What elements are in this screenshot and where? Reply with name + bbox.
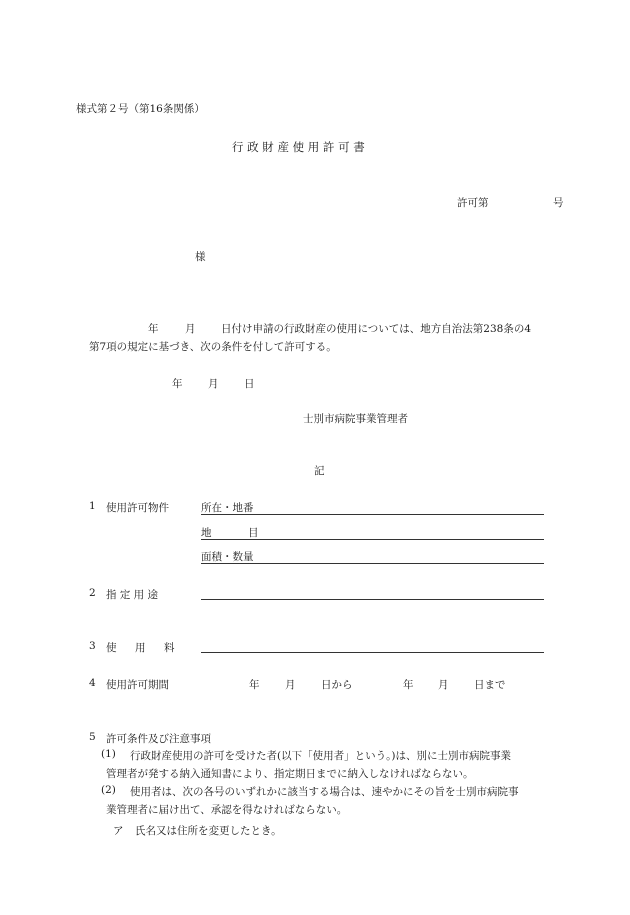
subitem-a-text: 氏名又は住所を変更したとき。 xyxy=(135,825,282,837)
condition2-line2: 業管理者に届け出て、承認を得なければならない。 xyxy=(106,804,348,816)
item2-label: 指 定 用 途 xyxy=(106,589,159,601)
item1-sub-category-a: 地 xyxy=(201,527,212,539)
item4-to-year: 年 xyxy=(403,679,414,691)
item2-number: 2 xyxy=(89,587,96,599)
addressee-suffix: 様 xyxy=(195,251,206,263)
item3-line xyxy=(201,652,544,653)
item1-area-line xyxy=(201,563,544,564)
condition1-line2: 管理者が発する納入通知書により、指定期日までに納入しなければならない。 xyxy=(106,768,474,780)
item5-number: 5 xyxy=(89,731,96,743)
condition2-number: (2) xyxy=(101,784,116,796)
intro-year: 年 xyxy=(148,323,159,335)
intro-line1: 日付け申請の行政財産の使用については、地方自治法第238条の4 xyxy=(221,323,532,335)
item4-number: 4 xyxy=(89,677,96,689)
item4-from-month: 月 xyxy=(285,679,296,691)
item3-label-b: 用 xyxy=(135,642,146,654)
issue-year: 年 xyxy=(172,378,183,390)
intro-line2: 第7項の規定に基づき、次の条件を付して許可する。 xyxy=(89,341,337,353)
condition2-line1: 使用者は、次の各号のいずれかに該当する場合は、速やかにその旨を士別市病院事 xyxy=(130,786,519,798)
subitem-a-number: ア xyxy=(113,825,124,837)
issuer: 士別市病院事業管理者 xyxy=(303,413,408,425)
item5-label: 許可条件及び注意事項 xyxy=(106,733,211,745)
item1-sub-category-b: 目 xyxy=(248,527,259,539)
issue-day: 日 xyxy=(244,378,255,390)
item1-category-line xyxy=(201,539,544,540)
ki-marker: 記 xyxy=(314,465,325,477)
item4-from-year: 年 xyxy=(249,679,260,691)
item4-to-month: 月 xyxy=(438,679,449,691)
item2-line xyxy=(201,599,544,600)
intro-month: 月 xyxy=(185,323,196,335)
item1-sub-area: 面積・数量 xyxy=(201,551,254,563)
item1-number: 1 xyxy=(89,500,96,512)
document-title: 行 政 財 産 使 用 許 可 書 xyxy=(232,140,365,154)
item1-location-line xyxy=(201,514,544,515)
condition1-number: (1) xyxy=(101,748,116,760)
permit-number-suffix: 号 xyxy=(553,197,564,209)
item4-label: 使用許可期間 xyxy=(106,679,169,691)
item1-label: 使用許可物件 xyxy=(106,502,169,514)
issue-month: 月 xyxy=(208,378,219,390)
permit-number-prefix: 許可第 xyxy=(457,197,489,209)
form-number: 様式第２号（第16条関係） xyxy=(76,103,205,115)
item3-number: 3 xyxy=(89,640,96,652)
item4-from-day: 日から xyxy=(321,679,353,691)
condition1-line1: 行政財産使用の許可を受けた者(以下「使用者」という。)は、別に士別市病院事業 xyxy=(130,750,511,762)
item3-label-a: 使 xyxy=(106,642,117,654)
item1-sub-location: 所在・地番 xyxy=(201,502,254,514)
item3-label-c: 料 xyxy=(164,642,175,654)
item4-to-day: 日まで xyxy=(474,679,506,691)
